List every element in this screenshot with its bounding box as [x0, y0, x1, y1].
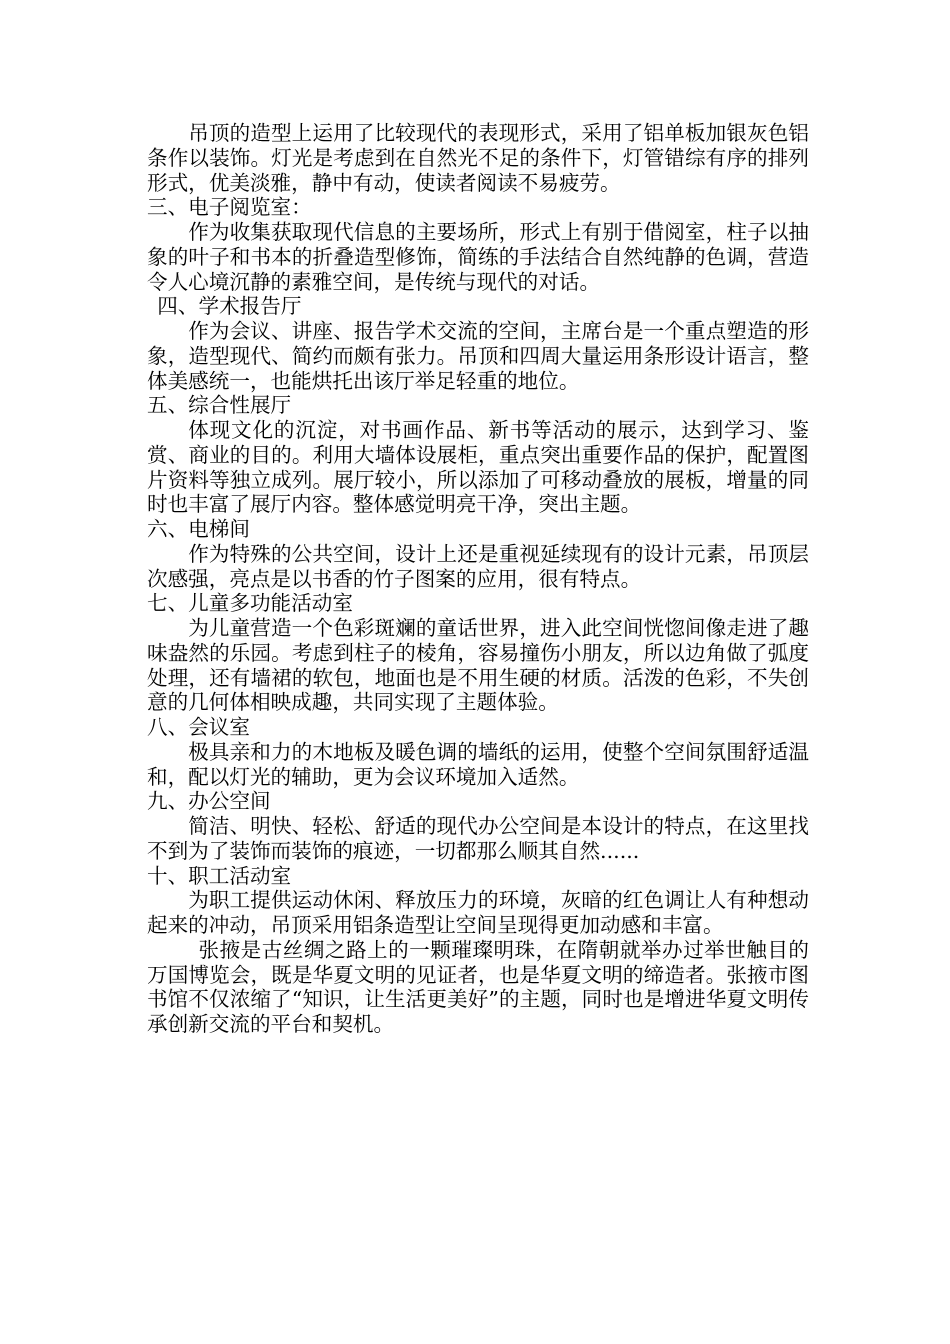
heading-staff-activity-room: 十、职工活动室	[147, 863, 292, 888]
paragraph-conclusion: 张掖是古丝绸之路上的一颗璀璨明珠，在隋朝就举办过举世触目的万国博览会，既是华夏文明的见证者，也是华夏文明的缔造者。张掖市图书馆不仅浓缩了“知识，让生活更美好”的主题，同时也是增进华夏文明传承创新交流的平台和契机。	[147, 937, 809, 1036]
paragraph-children-room: 为儿童营造一个色彩斑斓的童话世界，进入此空间恍惚间像走进了趣味盎然的乐园。考虑到柱子的棱角，容易撞伤小朋友，所以边角做了弧度处理，还有墙裙的软包，地面也是不用生硬的材质。活泼的色彩，不失创意的几何体相映成趣，共同实现了主题体验。	[147, 616, 809, 715]
paragraph-elevator-hall: 作为特殊的公共空间，设计上还是重视延续现有的设计元素，吊顶层次感强，亮点是以书香的竹子图案的应用，很有特点。	[147, 541, 809, 591]
heading-elevator-hall: 六、电梯间	[147, 517, 250, 541]
paragraph-ceiling: 吊顶的造型上运用了比较现代的表现形式，采用了铝单板加银灰色铝条作以装饰。灯光是考虑到在自然光不足的条件下，灯管错综有序的排列形式，优美淡雅，静中有动，使读者阅读不易疲劳。	[147, 121, 809, 195]
paragraph-office-space: 简洁、明快、轻松、舒适的现代办公空间是本设计的特点，在这里找不到为了装饰而装饰的痕迹，一切都那么顺其自然......	[147, 814, 809, 863]
paragraph-exhibition-hall: 体现文化的沉淀，对书画作品、新书等活动的展示，达到学习、鉴赏、商业的目的。利用大墙体设展柜，重点突出重要作品的保护，配置图片资料等独立成列。展厅较小，所以添加了可移动叠放的展板，增量的同时也丰富了展厅内容。整体感觉明亮干净，突出主题。	[147, 418, 809, 517]
heading-meeting-room: 八、会议室	[147, 715, 250, 739]
heading-office-space: 九、办公空间	[147, 789, 271, 814]
heading-children-room: 七、儿童多功能活动室	[147, 591, 353, 616]
heading-exhibition-hall: 五、综合性展厅	[147, 393, 292, 418]
paragraph-e-reading-room: 作为收集获取现代信息的主要场所，形式上有别于借阅室，柱子以抽象的叶子和书本的折叠造型修饰，简练的手法结合自然纯静的色调，营造令人心境沉静的素雅空间，是传统与现代的对话。	[147, 220, 809, 294]
paragraph-staff-activity-room: 为职工提供运动休闲、释放压力的环境，灰暗的红色调让人有种想动起来的冲动，吊顶采用铝条造型让空间呈现得更加动感和丰富。	[147, 888, 809, 937]
heading-e-reading-room: 三、电子阅览室：	[147, 195, 312, 220]
paragraph-lecture-hall: 作为会议、讲座、报告学术交流的空间，主席台是一个重点塑造的形象，造型现代、简约而颇有张力。吊顶和四周大量运用条形设计语言，整体美感统一，也能烘托出该厅举足轻重的地位。	[147, 319, 809, 393]
paragraph-meeting-room: 极具亲和力的木地板及暖色调的墙纸的运用，使整个空间氛围舒适温和，配以灯光的辅助，更为会议环境加入适然。	[147, 739, 809, 789]
heading-lecture-hall: 四、学术报告厅	[157, 294, 302, 319]
document-body	[147, 121, 809, 1037]
